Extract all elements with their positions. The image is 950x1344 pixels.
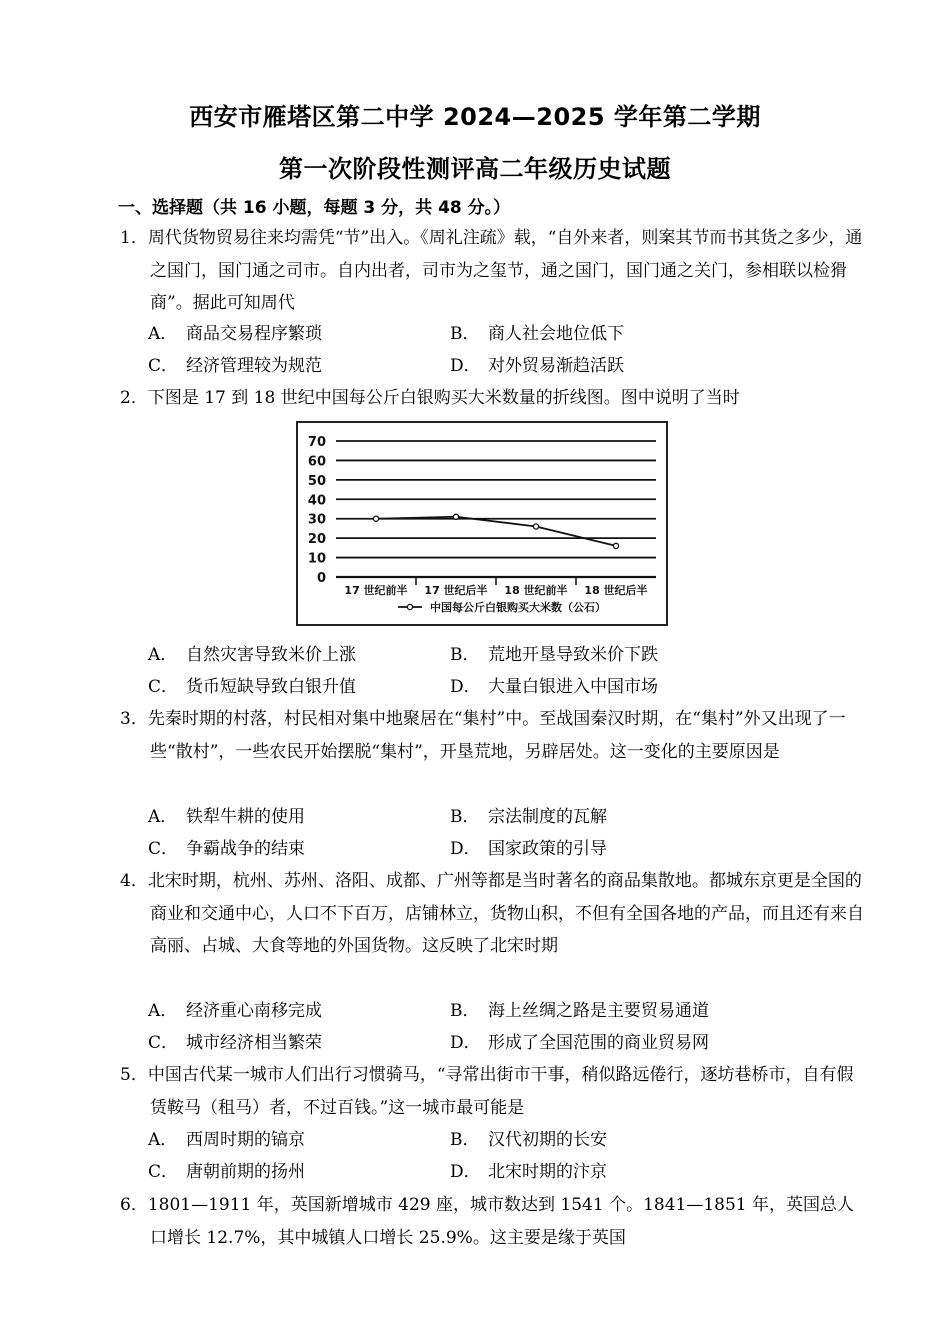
option-letter: B． xyxy=(450,324,480,344)
question-3-option-b xyxy=(450,801,607,833)
option-letter: C． xyxy=(148,356,179,376)
question-4-option-b xyxy=(450,995,709,1027)
question-4-option-a xyxy=(148,995,322,1027)
y-tick-label: 20 xyxy=(307,532,326,548)
question-1-stem: 1．周代货物贸易往来均需凭“节”出入。《周礼注疏》载，“自外来者，则案其节而书其货之多少，通之国门，国门通之司市。自内出者，司市为之玺节，通之国门，国门通之关门，参相联以检猾商”。据此可知周代 xyxy=(120,228,863,313)
option-text: 城市经济相当繁荣 xyxy=(186,1033,322,1053)
question-2-option-b xyxy=(450,639,658,671)
option-text: 宗法制度的瓦解 xyxy=(488,807,607,827)
question-1-option-d xyxy=(450,350,624,382)
option-text: 商品交易程序繁琐 xyxy=(186,324,322,344)
chart-canvas xyxy=(298,423,666,624)
option-letter: C． xyxy=(148,1162,179,1182)
data-point xyxy=(613,543,618,548)
option-text: 对外贸易渐趋活跃 xyxy=(488,356,624,376)
option-letter: D． xyxy=(450,839,481,859)
question-3-stem: 3．先秦时期的村落，村民相对集中地聚居在“集村”中。至战国秦汉时期，在“集村”外又出现了一些“散村”，一些农民开始摆脱“集村”，开垦荒地，另辟居处。这一变化的主要原因是 xyxy=(120,709,846,762)
y-tick-label: 10 xyxy=(307,551,326,567)
y-tick-label: 70 xyxy=(307,435,326,450)
option-letter: A． xyxy=(148,807,178,827)
y-tick-label: 30 xyxy=(307,512,326,528)
legend-label: 中国每公斤白银购买大米数（公石） xyxy=(430,601,606,614)
x-tick-label: 18 世纪后半 xyxy=(584,584,648,597)
data-point xyxy=(453,514,458,519)
option-text: 大量白银进入中国市场 xyxy=(488,677,658,697)
option-letter: A． xyxy=(148,1001,178,1021)
question-5-stem: 5．中国古代某一城市人们出行习惯骑马，“寻常出街市干事，稍似路远倦行，逐坊巷桥市，自有假赁鞍马（租马）者，不过百钱。”这一城市最可能是 xyxy=(120,1065,854,1118)
section-heading: 一、选择题（共 16 小题，每题 3 分，共 48 分。） xyxy=(118,198,511,218)
option-text: 唐朝前期的扬州 xyxy=(186,1162,305,1182)
question-2-stem: 2．下图是 17 到 18 世纪中国每公斤白银购买大米数量的折线图。图中说明了当时 xyxy=(120,388,740,408)
option-text: 争霸战争的结束 xyxy=(186,839,305,859)
option-text: 形成了全国范围的商业贸易网 xyxy=(488,1033,709,1053)
question-2-option-c xyxy=(148,671,356,703)
option-text: 国家政策的引导 xyxy=(488,839,607,859)
option-letter: C． xyxy=(148,839,179,859)
question-3-option-c xyxy=(148,833,305,865)
data-point xyxy=(533,524,538,529)
question-6-stem: 6．1801—1911 年，英国新增城市 429 座，城市数达到 1541 个。1841—1851 年，英国总人口增长 12.7%，其中城镇人口增长 25.9%。这主要是缘于英国 xyxy=(120,1195,855,1248)
question-1-option-a xyxy=(148,318,322,350)
y-tick-label: 0 xyxy=(316,571,326,586)
question-5-option-c xyxy=(148,1156,305,1188)
question-4-option-c xyxy=(148,1027,322,1059)
option-text: 经济重心南移完成 xyxy=(186,1001,322,1021)
y-tick-label: 40 xyxy=(307,493,326,509)
option-letter: A． xyxy=(148,645,178,665)
option-text: 北宋时期的汴京 xyxy=(488,1162,607,1182)
option-letter: A． xyxy=(148,324,178,344)
option-letter: D． xyxy=(450,1033,481,1053)
data-point xyxy=(373,516,378,521)
question-1-option-b xyxy=(450,318,624,350)
x-tick-label: 17 世纪后半 xyxy=(424,584,488,597)
exam-title-line1: 西安市雁塔区第二中学 2024—2025 学年第二学期 xyxy=(189,103,761,131)
question-3-option-a xyxy=(148,801,305,833)
option-text: 荒地开垦导致米价下跌 xyxy=(488,645,658,665)
option-letter: B． xyxy=(450,1001,480,1021)
option-letter: D． xyxy=(450,1162,481,1182)
y-tick-label: 50 xyxy=(307,473,326,489)
option-letter: B． xyxy=(450,807,480,827)
option-letter: C． xyxy=(148,1033,179,1053)
question-5-option-d xyxy=(450,1156,607,1188)
question-4-option-d xyxy=(450,1027,709,1059)
option-letter: A． xyxy=(148,1130,178,1150)
question-5-option-a xyxy=(148,1124,305,1156)
option-text: 汉代初期的长安 xyxy=(488,1130,607,1150)
question-2-option-a xyxy=(148,639,356,671)
option-text: 自然灾害导致米价上涨 xyxy=(186,645,356,665)
exam-title-line2: 第一次阶段性测评高二年级历史试题 xyxy=(279,155,671,183)
option-letter: D． xyxy=(450,356,481,376)
option-letter: C． xyxy=(148,677,179,697)
x-tick-label: 18 世纪前半 xyxy=(504,584,568,597)
legend-marker xyxy=(407,604,412,609)
silver-rice-line-chart xyxy=(296,421,668,626)
y-tick-label: 60 xyxy=(307,454,326,470)
series-line xyxy=(376,517,616,546)
x-tick-label: 17 世纪前半 xyxy=(344,584,408,597)
question-5-option-b xyxy=(450,1124,607,1156)
question-1-option-c xyxy=(148,350,322,382)
option-text: 货币短缺导致白银升值 xyxy=(186,677,356,697)
option-text: 商人社会地位低下 xyxy=(488,324,624,344)
option-text: 海上丝绸之路是主要贸易通道 xyxy=(488,1001,709,1021)
question-2-option-d xyxy=(450,671,658,703)
option-letter: B． xyxy=(450,645,480,665)
question-3-option-d xyxy=(450,833,607,865)
option-text: 铁犁牛耕的使用 xyxy=(186,807,305,827)
option-letter: B． xyxy=(450,1130,480,1150)
option-text: 经济管理较为规范 xyxy=(186,356,322,376)
question-4-stem: 4．北宋时期，杭州、苏州、洛阳、成都、广州等都是当时著名的商品集散地。都城东京更是全国的商业和交通中心，人口不下百万，店铺林立，货物山积，不但有全国各地的产品，而且还有来自高丽、占城、大食等地的外国货物。这反映了北宋时期 xyxy=(120,871,864,956)
option-text: 西周时期的镐京 xyxy=(186,1130,305,1150)
option-letter: D． xyxy=(450,677,481,697)
